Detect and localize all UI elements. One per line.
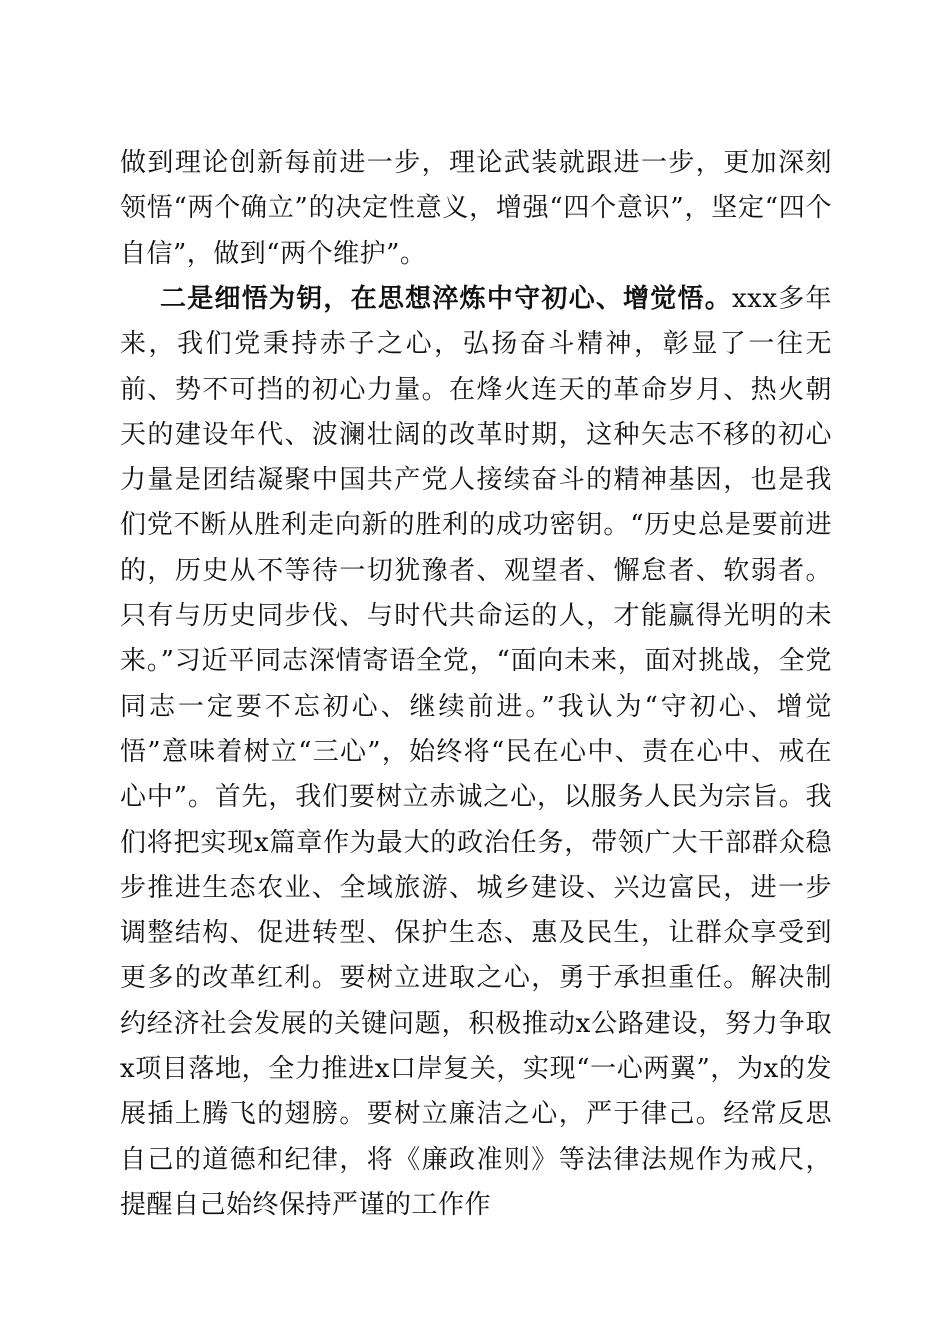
paragraph-body-text: xxx多年来，我们党秉持赤子之心，弘扬奋斗精神，彰显了一往无前、势不可挡的初心力量。在烽火连天的革命岁月、热火朝天的建设年代、波澜壮阔的改革时期，这种矢志不移的初心力量是团结凝聚中国共产党人接续奋斗的精神基因，也是我们党不断从胜利走向新的胜利的成功密钥。“历史总是要前进的，历史从不等待一切犹豫者、观望者、懈怠者、软弱者。只有与历史同步伐、与时代共命运的人，才能赢得光明的未来。”习近平同志深情寄语全党，“面向未来，面对挑战，全党同志一定要不忘初心、继续前进。”我认为“守初心、增觉悟”意味着树立“三心”，始终将“民在心中、责在心中、戒在心中”。首先，我们要树立赤诚之心，以服务人民为宗旨。我们将把实现x篇章作为最大的政治任务，带领广大干部群众稳步推进生态农业、全域旅游、城乡建设、兴边富民，进一步调整结构、促进转型、保护生态、惠及民生，让群众享受到更多的改革红利。要树立进取之心，勇于承担重任。解决制约经济社会发展的关键问题，积极推动x公路建设，努力争取x项目落地，全力推进x口岸复关，实现“一心两翼”，为x的发展插上腾飞的翅膀。要树立廉洁之心，严于律己。经常反思自己的道德和纪律，将《廉政准则》等法律法规作为戒尺，提醒自己始终保持严谨的工作作 [120,284,832,1220]
paragraph-second-point [120,277,832,1228]
paragraph-continuation: 做到理论创新每前进一步，理论武装就跟进一步，更加深刻领悟“两个确立”的决定性意义，增强“四个意识”，坚定“四个自信”，做到“两个维护”。 [120,148,832,269]
paragraph-lead-heading: 二是细悟为钥，在思想淬炼中守初心、增觉悟。 [160,284,733,314]
